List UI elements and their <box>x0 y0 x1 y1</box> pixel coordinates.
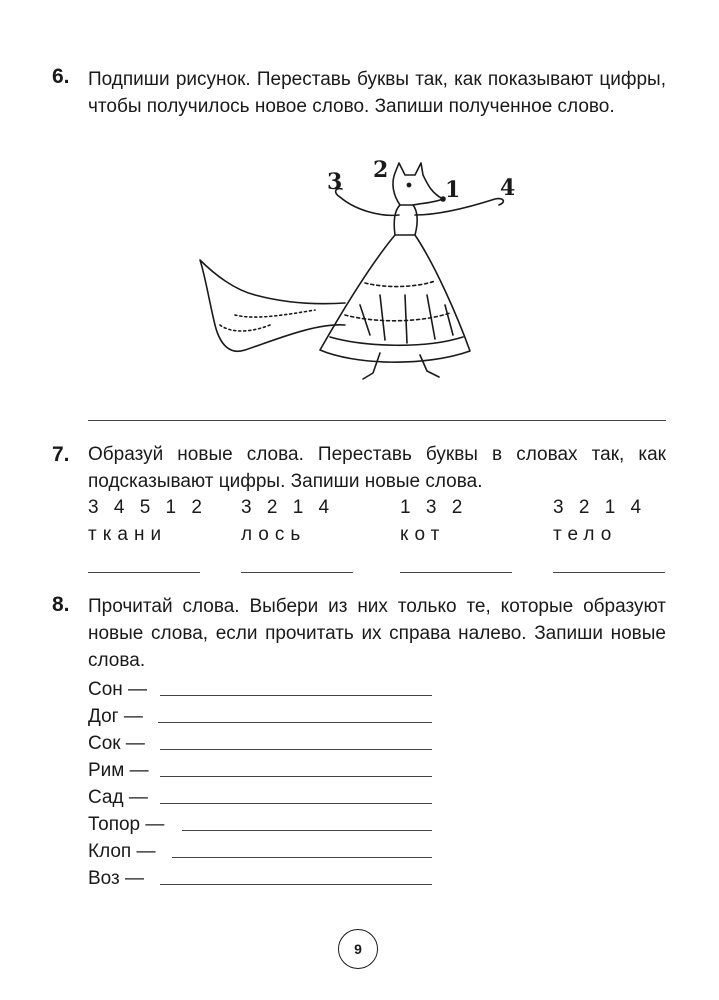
task-7-word-2: лось <box>241 524 307 545</box>
fox-label-2: 2 <box>373 157 389 183</box>
task-7-code-4: 3 2 1 4 <box>553 497 647 518</box>
task-7-code-2: 3 2 1 4 <box>241 497 335 518</box>
word-2-label: Дог — <box>88 706 143 727</box>
page-number-text: 9 <box>354 941 362 957</box>
word-4-label: Рим — <box>88 760 149 781</box>
fox-label-3: 3 <box>327 169 343 195</box>
task-8-number: 8. <box>52 593 70 616</box>
word-5-answer-line[interactable] <box>160 803 432 804</box>
word-6-answer-line[interactable] <box>182 830 432 831</box>
task-7-answer-line-1[interactable] <box>88 572 200 573</box>
word-3-label: Сок — <box>88 733 145 754</box>
task-8-text: Прочитай слова. Выбери из них только те, которые образуют новые слова, если прочитать их справа налево. Запиши новые слова. <box>88 596 666 671</box>
word-1-answer-line[interactable] <box>160 695 432 696</box>
word-8-answer-line[interactable] <box>160 884 432 885</box>
task-6-number: 6. <box>52 65 70 88</box>
word-8-label: Воз — <box>88 868 145 889</box>
word-5-label: Сад — <box>88 787 148 808</box>
task-6-text: Подпиши рисунок. Переставь буквы так, как показывают цифры, чтобы получилось новое слово. Запиши полученное слово. <box>88 69 666 117</box>
task-6-answer-line[interactable] <box>88 420 666 421</box>
fox-label-4: 4 <box>500 175 516 201</box>
word-2-answer-line[interactable] <box>158 722 432 723</box>
word-4-answer-line[interactable] <box>160 776 432 777</box>
task-7-answer-line-4[interactable] <box>553 572 665 573</box>
task-7-code-1: 3 4 5 1 2 <box>88 497 207 518</box>
task-7-word-4: тело <box>553 524 618 545</box>
task-7-answer-line-3[interactable] <box>400 572 512 573</box>
task-7-text: Образуй новые слова. Переставь буквы в словах так, как подсказывают цифры. Запиши новые слова. <box>88 444 666 492</box>
word-7-answer-line[interactable] <box>172 857 432 858</box>
page-number <box>338 929 378 969</box>
task-7-word-1: ткани <box>88 524 168 545</box>
word-6-label: Топор — <box>88 814 165 835</box>
task-7-word-3: кот <box>400 524 446 545</box>
fox-label-1: 1 <box>445 177 461 203</box>
task-7-number: 7. <box>52 443 70 466</box>
task-7-code-3: 1 3 2 <box>400 497 468 518</box>
word-7-label: Клоп — <box>88 841 156 862</box>
task-7-answer-line-2[interactable] <box>241 572 353 573</box>
word-3-answer-line[interactable] <box>160 749 432 750</box>
word-1-label: Сон — <box>88 679 148 700</box>
fox-in-dress-illustration <box>195 155 525 390</box>
